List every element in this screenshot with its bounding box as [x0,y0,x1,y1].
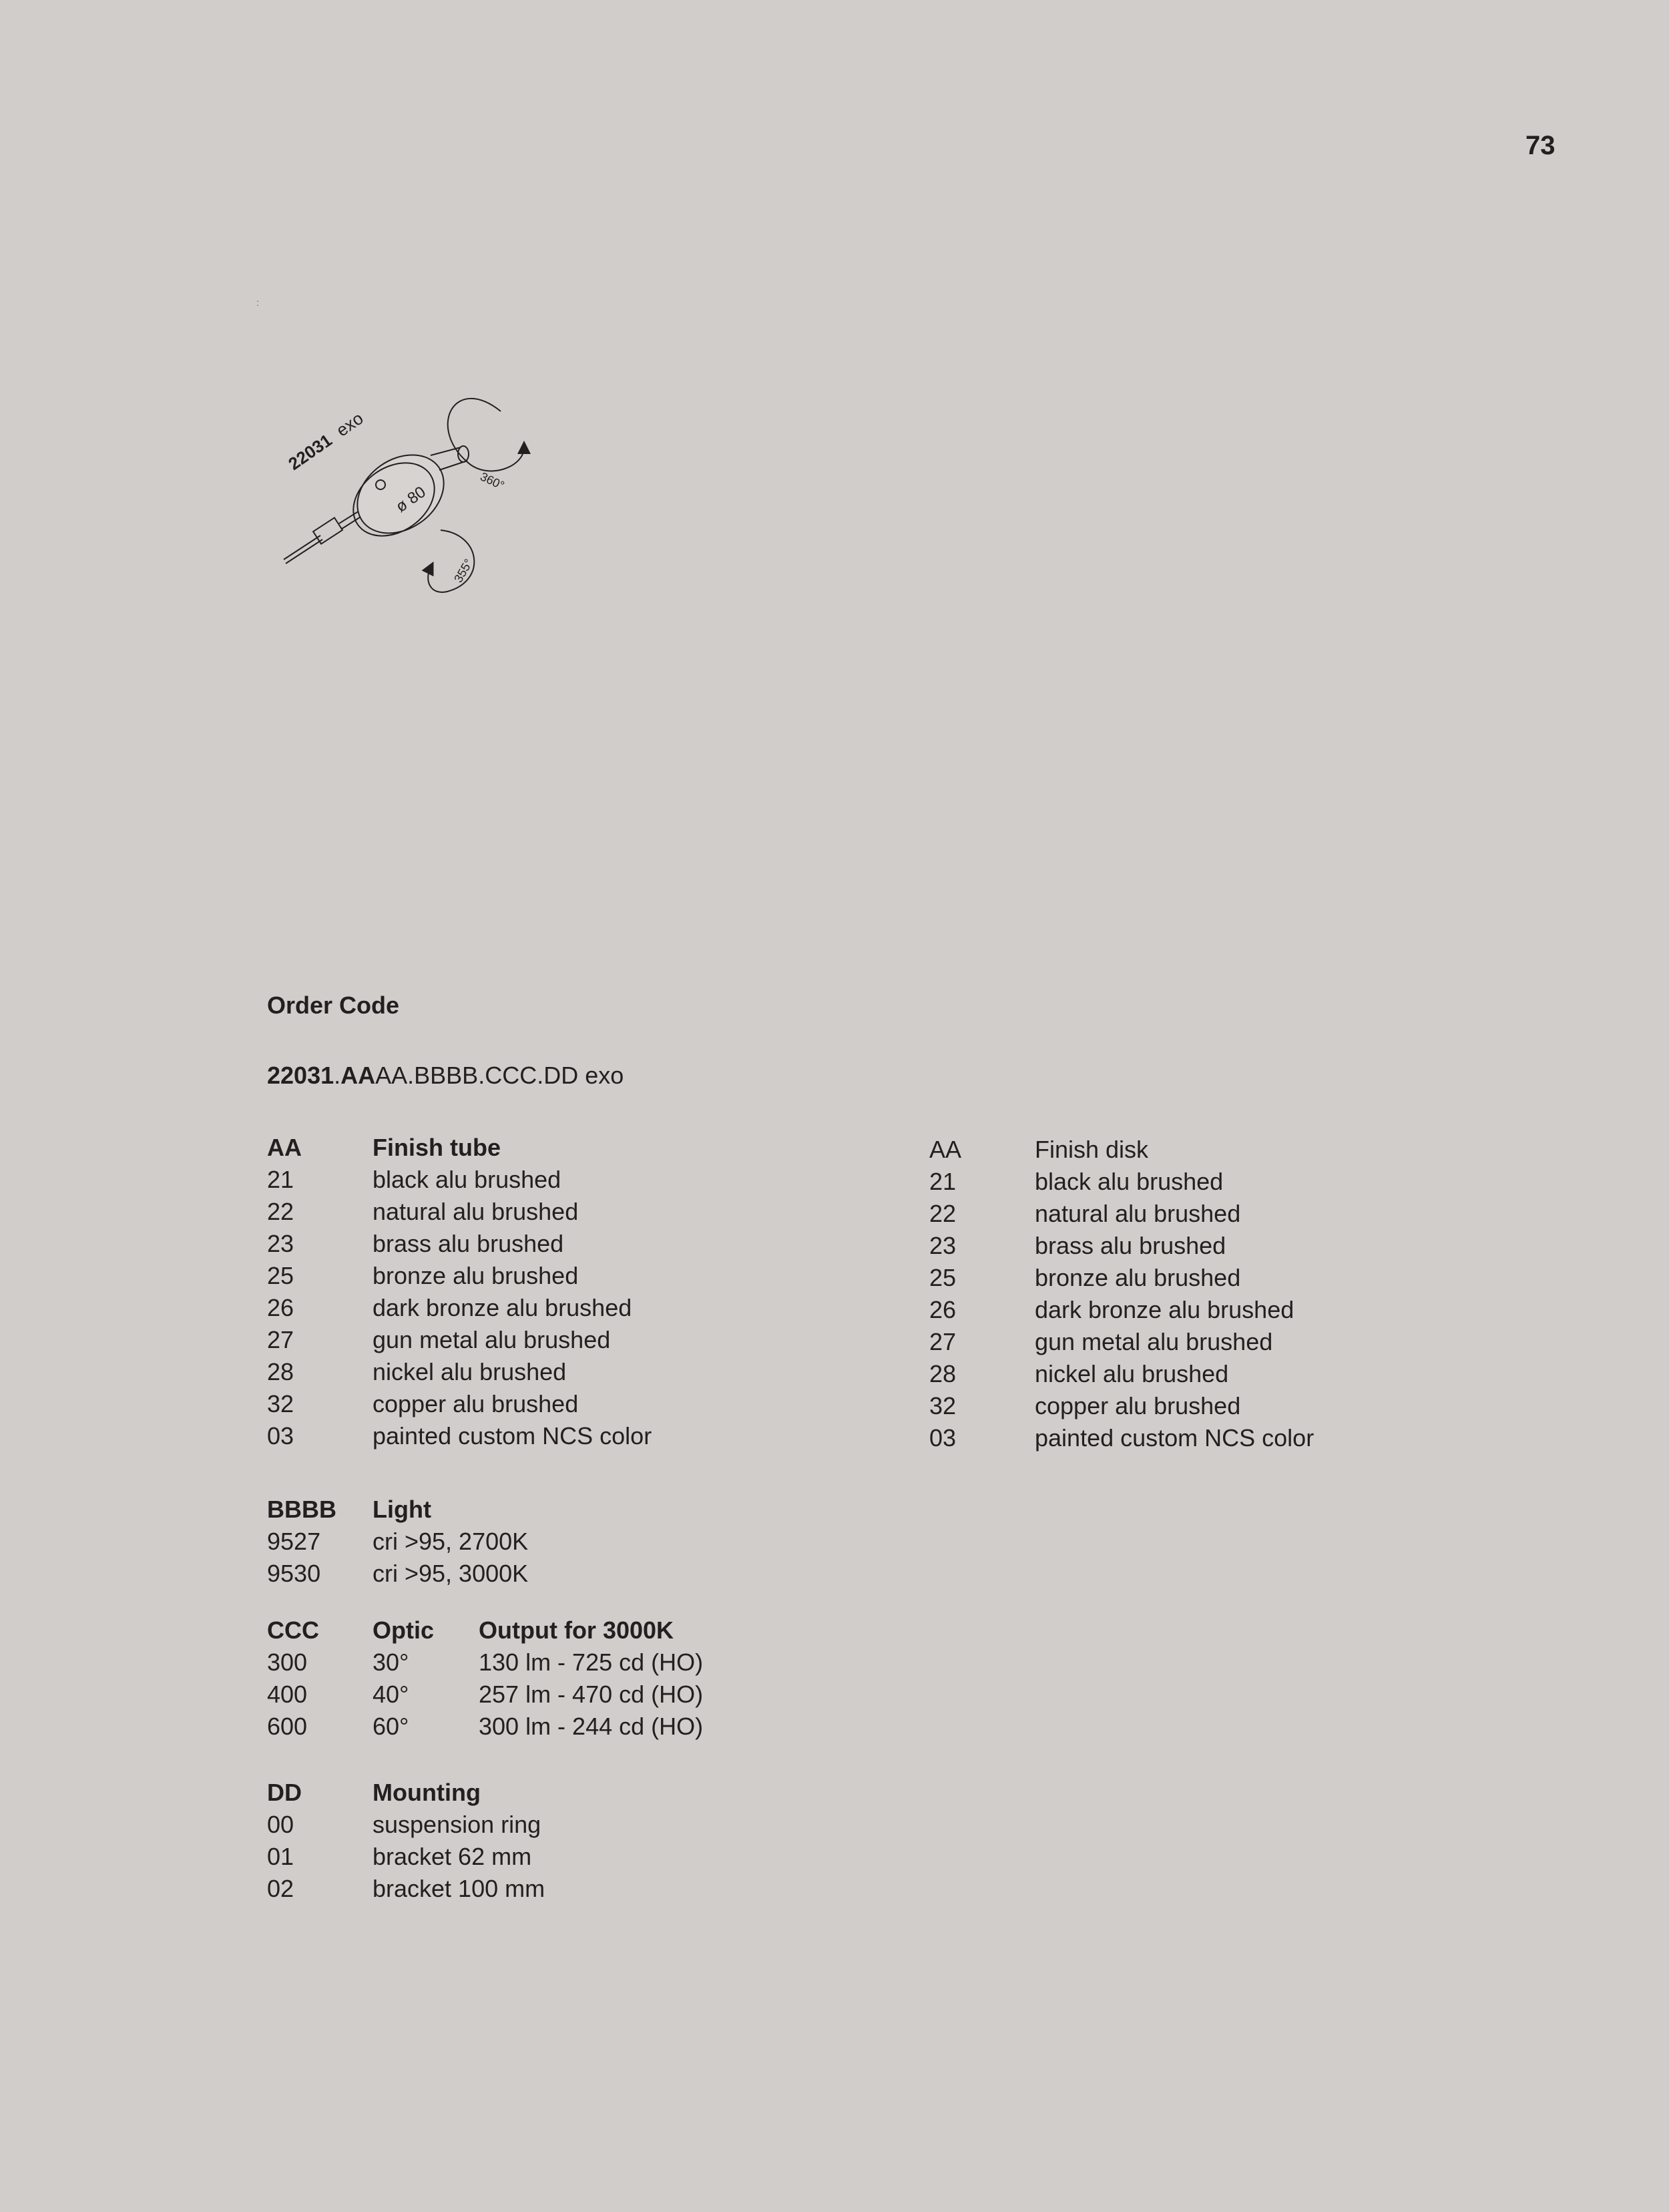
row-code: 600 [267,1713,308,1740]
row-name: bracket 62 mm [373,1843,532,1870]
order-code-string [267,1062,624,1090]
product-drawing [267,381,561,621]
table-row [267,1356,652,1388]
row-output: 130 lm - 725 cd (HO) [479,1648,704,1676]
row-code: 27 [267,1326,294,1353]
row-code: 28 [267,1358,294,1385]
row-code: 23 [929,1232,957,1259]
row-code: 25 [267,1262,294,1289]
name-header: Finish tube [373,1134,501,1161]
row-name: cri >95, 2700K [373,1528,529,1555]
row-code: 300 [267,1648,308,1676]
row-code: 23 [267,1230,294,1257]
rotation-disk-label: 360° [478,469,507,493]
optic-table [267,1614,703,1743]
row-code: 26 [267,1294,294,1321]
row-name: painted custom NCS color [1035,1424,1315,1452]
rotation-tube-label: 355° [451,556,476,585]
table-row [267,1260,652,1292]
table-row [929,1422,1314,1454]
row-name: nickel alu brushed [1035,1360,1229,1387]
table-row [267,1324,652,1356]
code-header: CCC [267,1616,319,1644]
row-code: 28 [929,1360,957,1387]
row-code: 03 [267,1422,294,1450]
row-name: gun metal alu brushed [1035,1328,1273,1355]
drawing-label-suffix: exo [332,408,367,441]
table-row [267,1292,652,1324]
optic-header: Optic [373,1616,435,1644]
cable-line [284,535,320,560]
table-row [929,1166,1314,1198]
table-header [267,1132,652,1164]
code-header: AA [267,1134,302,1161]
row-name: natural alu brushed [373,1198,579,1225]
drawing-label-code: 22031 [284,429,336,474]
row-name: nickel alu brushed [373,1358,567,1385]
name-header: Finish disk [1035,1136,1149,1163]
table-row [267,1809,545,1841]
table-row [929,1230,1314,1262]
row-optic: 30° [373,1648,409,1676]
table-row [267,1228,652,1260]
table-row [267,1679,703,1711]
row-output: 257 lm - 470 cd (HO) [479,1681,704,1708]
row-code: 01 [267,1843,294,1870]
table-row [929,1390,1314,1422]
table-row [929,1294,1314,1326]
order-code-title: Order Code [267,991,400,1019]
order-code-base: 22031 [267,1062,334,1089]
row-name: gun metal alu brushed [373,1326,611,1353]
svg-text:22031 exo [284,408,367,474]
row-code: 32 [267,1390,294,1417]
row-output: 300 lm - 244 cd (HO) [479,1713,704,1740]
table-row [267,1196,652,1228]
row-code: 22 [267,1198,294,1225]
row-name: dark bronze alu brushed [1035,1296,1294,1323]
row-code: 26 [929,1296,957,1323]
row-name: bronze alu brushed [1035,1264,1241,1291]
table-row [267,1164,652,1196]
table-row [929,1358,1314,1390]
row-name: brass alu brushed [373,1230,564,1257]
table-row [267,1388,652,1420]
row-optic: 40° [373,1681,409,1708]
row-code: 21 [267,1166,294,1193]
page-number: 73 [1525,131,1556,160]
order-code-aa: AA [340,1062,376,1089]
tube-connector [313,517,342,543]
table-row [929,1326,1314,1358]
row-name: brass alu brushed [1035,1232,1226,1259]
row-code: 32 [929,1392,957,1419]
row-code: 22 [929,1200,957,1227]
name-header: Mounting [373,1779,481,1806]
row-name: dark bronze alu brushed [373,1294,632,1321]
row-code: 00 [267,1811,294,1838]
table-header [929,1134,1314,1166]
code-header: DD [267,1779,302,1806]
row-code: 25 [929,1264,957,1291]
row-name: suspension ring [373,1811,541,1838]
light-table [267,1494,528,1590]
row-name: copper alu brushed [373,1390,579,1417]
tiny-mark: : [256,297,259,308]
row-code: 27 [929,1328,957,1355]
order-code-rest: AA.BBBB.CCC.DD exo [375,1062,624,1089]
table-header [267,1494,528,1526]
table-header [267,1614,703,1646]
table-row [267,1841,545,1873]
row-name: copper alu brushed [1035,1392,1241,1419]
row-optic: 60° [373,1713,409,1740]
row-name: painted custom NCS color [373,1422,652,1450]
row-name: cri >95, 3000K [373,1560,529,1587]
finish-disk-table [929,1134,1314,1454]
table-row [267,1420,652,1452]
table-row [929,1262,1314,1294]
table-header [267,1777,545,1809]
code-header: AA [929,1136,962,1163]
row-name: black alu brushed [373,1166,561,1193]
order-code-sep: . [334,1062,341,1089]
table-row [267,1526,528,1558]
diameter-label: ø 80 [392,483,429,516]
output-header: Output for 3000K [479,1616,674,1644]
row-code: 9527 [267,1528,321,1555]
table-row [267,1873,545,1905]
row-code: 02 [267,1875,294,1902]
table-row [267,1558,528,1590]
finish-tube-table [267,1132,652,1452]
row-code: 400 [267,1681,308,1708]
table-row [267,1711,703,1743]
code-header: BBBB [267,1496,336,1523]
row-name: natural alu brushed [1035,1200,1241,1227]
row-name: black alu brushed [1035,1168,1224,1195]
row-code: 9530 [267,1560,321,1587]
row-code: 03 [929,1424,957,1452]
name-header: Light [373,1496,431,1523]
mounting-table [267,1777,545,1905]
row-code: 21 [929,1168,957,1195]
row-name: bracket 100 mm [373,1875,545,1902]
table-row [929,1198,1314,1230]
row-name: bronze alu brushed [373,1262,579,1289]
table-row [267,1646,703,1679]
